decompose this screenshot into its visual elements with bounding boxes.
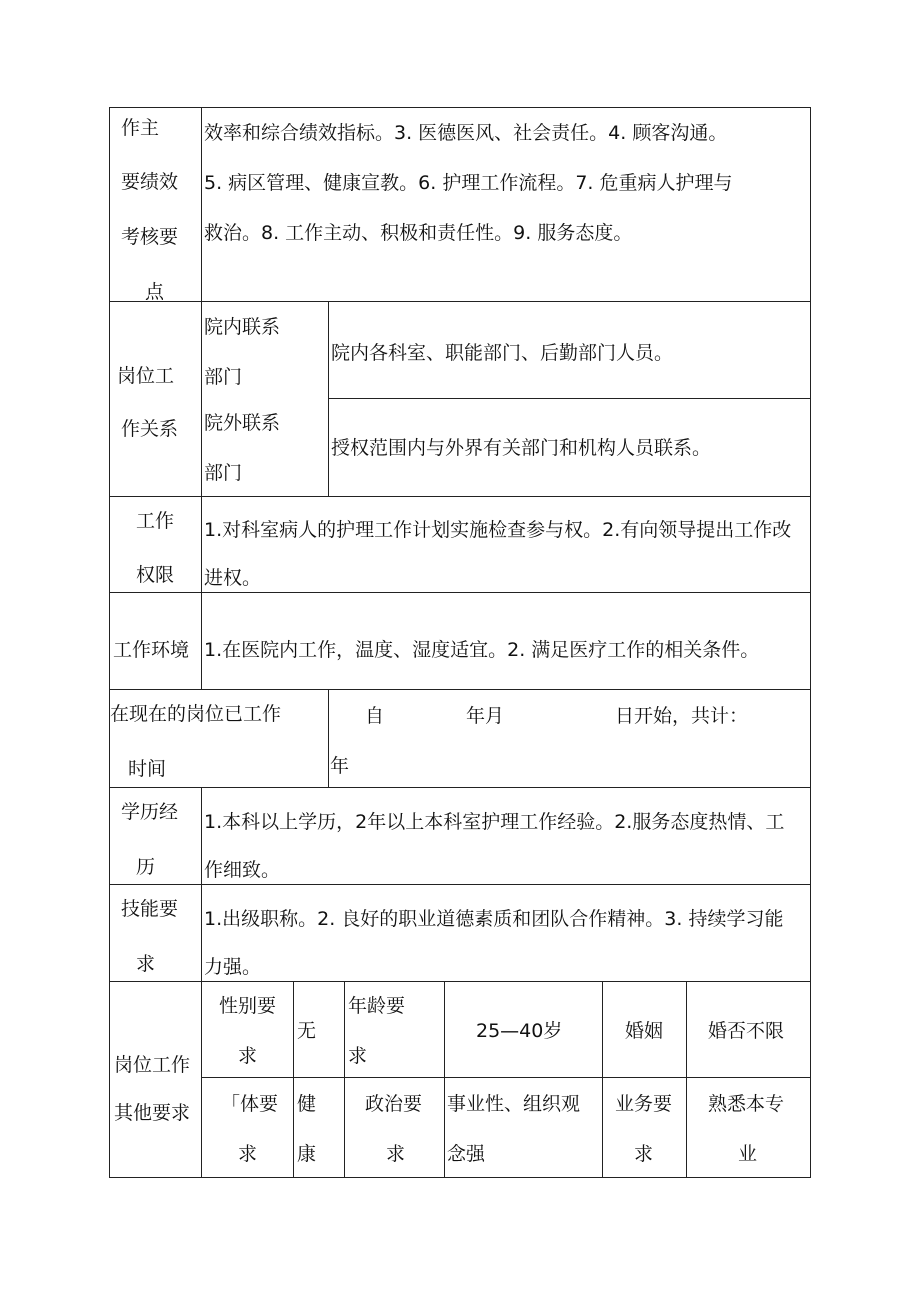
education-content-line: 作细致。: [204, 859, 281, 881]
column-divider: [328, 301, 329, 496]
performance-content-line: 救治。8. 工作主动、积极和责任性。9. 服务态度。: [204, 222, 633, 244]
political-label: 政治要: [365, 1093, 423, 1115]
business-value: 业: [738, 1143, 758, 1165]
external-relations-label: 院外联系: [204, 412, 281, 434]
internal-relations-content: 院内各科室、职能部门、后勤部门人员。: [331, 342, 674, 364]
performance-content-line: 效率和综合绩效指标。3. 医德医风、社会责任。4. 顾客沟通。: [204, 122, 728, 144]
authority-label-line: 权限: [136, 564, 175, 586]
column-divider: [201, 787, 202, 1178]
row-divider: [109, 884, 811, 885]
column-divider: [344, 981, 345, 1178]
tenure-year-month: 年月: [466, 705, 505, 727]
other-label-line: 岗位工作: [114, 1054, 191, 1076]
column-divider: [602, 981, 603, 1178]
business-label: 业务要: [615, 1093, 673, 1115]
authority-content-line: 进权。: [204, 567, 262, 589]
tenure-year: 年: [330, 755, 350, 777]
row-divider: [328, 398, 811, 399]
column-divider: [201, 107, 202, 689]
relations-label-line: 岗位工: [117, 365, 175, 387]
education-label-line: 学历经: [121, 801, 179, 823]
tenure-day-total: 日开始，共计：: [615, 705, 749, 727]
internal-relations-label: 院内联系: [204, 316, 281, 338]
other-label-line: 其他要求: [114, 1102, 191, 1124]
column-divider: [293, 981, 294, 1178]
political-value: 事业性、组织观: [447, 1093, 581, 1115]
education-content-line: 1.本科以上学历，2年以上本科室护理工作经验。2.服务态度热情、工: [204, 811, 785, 833]
gender-label: 求: [238, 1045, 258, 1067]
authority-label-line: 工作: [136, 510, 175, 532]
body-value: 健: [297, 1093, 317, 1115]
marriage-value: 婚否不限: [708, 1020, 785, 1042]
education-label-line: 历: [136, 856, 156, 878]
relations-label-line: 作关系: [121, 418, 179, 440]
row-divider: [109, 301, 811, 302]
performance-content-line: 5. 病区管理、健康宣教。6. 护理工作流程。7. 危重病人护理与: [204, 172, 733, 194]
political-label: 求: [386, 1143, 406, 1165]
body-label: 求: [238, 1143, 258, 1165]
tenure-from: 自: [365, 705, 385, 727]
column-divider: [444, 981, 445, 1178]
row-divider: [109, 592, 811, 593]
row-divider: [109, 981, 811, 982]
body-value: 康: [297, 1143, 317, 1165]
environment-content: 1.在医院内工作，温度、湿度适宜。2. 满足医疗工作的相关条件。: [204, 639, 760, 661]
performance-label-line: 点: [145, 281, 165, 303]
age-label: 求: [348, 1045, 368, 1067]
tenure-label-line: 在现在的岗位已工作: [110, 703, 282, 725]
gender-label: 性别要: [219, 995, 277, 1017]
external-relations-label: 部门: [204, 462, 243, 484]
row-divider: [109, 689, 811, 690]
performance-label-line: 作主: [121, 117, 160, 139]
performance-label-line: 考核要: [121, 226, 179, 248]
business-label: 求: [634, 1143, 654, 1165]
column-divider: [686, 981, 687, 1178]
row-divider: [109, 496, 811, 497]
political-value: 念强: [447, 1143, 486, 1165]
skills-label-line: 技能要: [121, 898, 179, 920]
age-label: 年龄要: [348, 995, 406, 1017]
skills-content-line: 力强。: [204, 956, 262, 978]
skills-content-line: 1.出级职称。2. 良好的职业道德素质和团队合作精神。3. 持续学习能: [204, 908, 784, 930]
external-relations-content: 授权范围内与外界有关部门和机构人员联系。: [331, 437, 712, 459]
age-value: 25—40岁: [476, 1020, 563, 1042]
row-divider: [109, 787, 811, 788]
column-divider: [328, 689, 329, 787]
business-value: 熟悉本专: [708, 1093, 785, 1115]
marriage-label: 婚姻: [625, 1020, 664, 1042]
environment-label: 工作环境: [113, 639, 190, 661]
body-label: 「体要: [221, 1093, 279, 1115]
internal-relations-label: 部门: [204, 366, 243, 388]
skills-label-line: 求: [136, 953, 156, 975]
tenure-label-line: 时间: [128, 758, 167, 780]
authority-content-line: 1.对科室病人的护理工作计划实施检查参与权。2.有向领导提出工作改: [204, 519, 792, 541]
performance-label-line: 要绩效: [121, 171, 179, 193]
gender-value: 无: [297, 1020, 317, 1042]
